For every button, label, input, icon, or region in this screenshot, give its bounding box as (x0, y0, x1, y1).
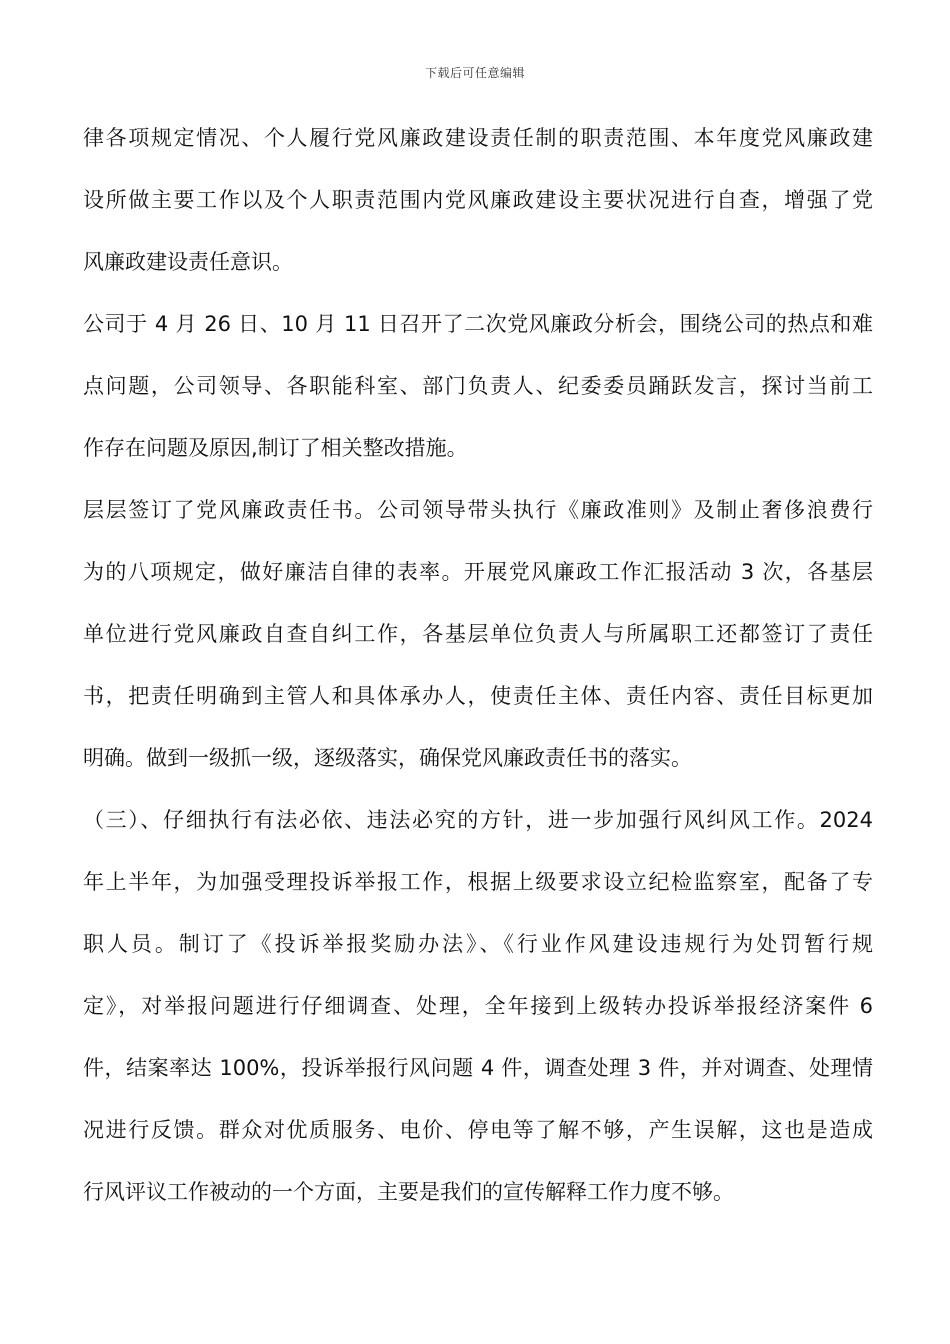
text-line: 律各项规定情况、个人履行党风廉政建设责任制的职责范围、本年度党风廉政建 (83, 126, 873, 150)
text-line: 明确。做到一级抓一级，逐级落实，确保党风廉政责任书的落实。 (83, 746, 692, 770)
text-line: 职人员。制订了《投诉举报奖励办法》、《行业作风建设违规行为处罚暂行规 (83, 932, 873, 956)
text-line: 公司于 4 月 26 日、10 月 11 日召开了二次党风廉政分析会，围绕公司的热点和难 (83, 312, 873, 336)
paragraph-analysis-meeting (83, 304, 873, 490)
paragraph-self-inspection (83, 118, 873, 304)
document-body (83, 118, 873, 1234)
text-line: 况进行反馈。群众对优质服务、电价、停电等了解不够，产生误解，这也是造成 (83, 1118, 873, 1142)
text-line: 层层签订了党风廉政责任书。公司领导带头执行《廉政准则》及制止奢侈浪费行 (83, 498, 873, 522)
text-line: 单位进行党风廉政自查自纠工作，各基层单位负责人与所属职工还都签订了责任 (83, 622, 873, 646)
text-line: 行风评议工作被动的一个方面，主要是我们的宣传解释工作力度不够。 (83, 1180, 734, 1204)
text-line: 定》，对举报问题进行仔细调查、处理，全年接到上级转办投诉举报经济案件 6 (83, 994, 873, 1018)
text-line: 作存在问题及原因,制订了相关整改措施。 (83, 436, 468, 460)
text-line: （三）、仔细执行有法必依、违法必究的方针，进一步加强行风纠风工作。2024 (83, 808, 873, 832)
text-line: 为的八项规定，做好廉洁自律的表率。开展党风廉政工作汇报活动 3 次，各基层 (83, 560, 873, 584)
text-line: 设所做主要工作以及个人职责范围内党风廉政建设主要状况进行自查，增强了党 (83, 188, 873, 212)
text-line: 风廉政建设责任意识。 (83, 250, 293, 274)
text-line: 年上半年，为加强受理投诉举报工作，根据上级要求设立纪检监察室，配备了专 (83, 870, 873, 894)
text-line: 点问题，公司领导、各职能科室、部门负责人、纪委委员踊跃发言，探讨当前工 (83, 374, 873, 398)
paragraph-conduct-work (83, 800, 873, 1234)
text-line: 书，把责任明确到主管人和具体承办人，使责任主体、责任内容、责任目标更加 (83, 684, 873, 708)
text-line: 件，结案率达 100%，投诉举报行风问题 4 件，调查处理 3 件，并对调查、处理情 (83, 1056, 873, 1080)
page-header: 下载后可任意编辑 (424, 66, 525, 80)
paragraph-responsibility-letter (83, 490, 873, 800)
